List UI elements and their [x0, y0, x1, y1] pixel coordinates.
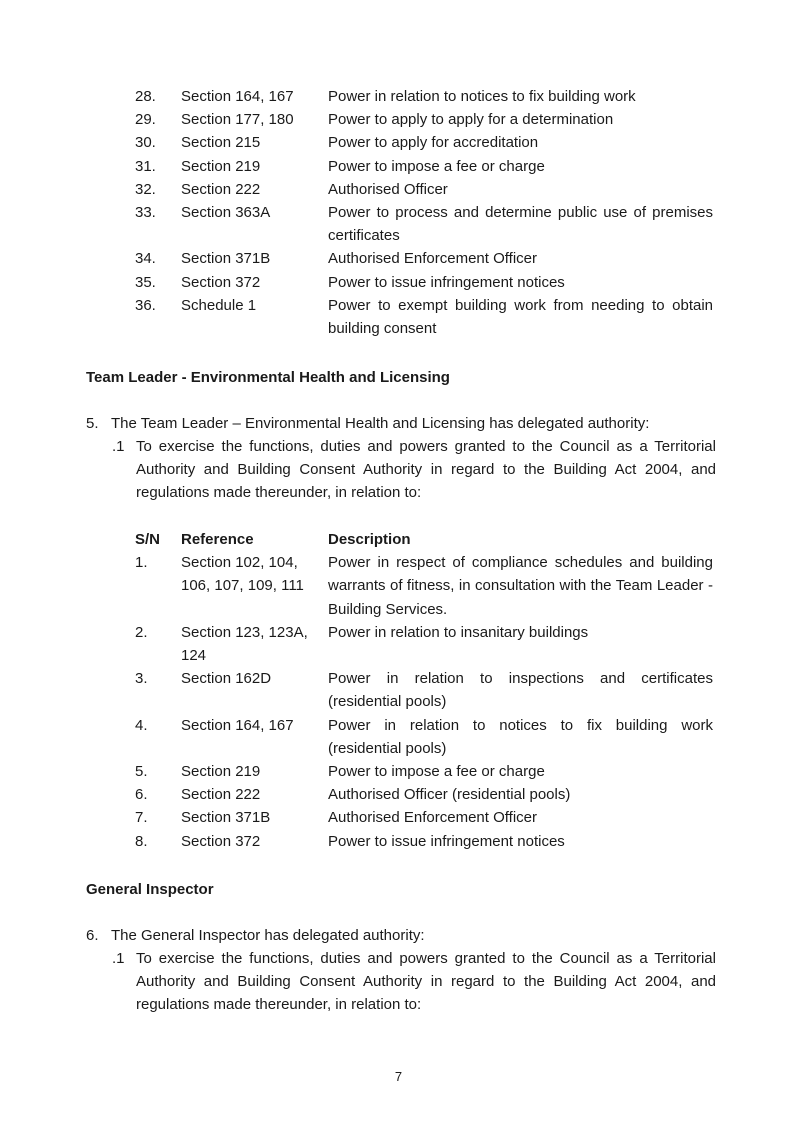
row-reference: Section 363A [181, 204, 271, 222]
row-sn: 34. [135, 250, 156, 268]
clause-number: 6. [86, 927, 99, 944]
row-description: Power to issue infringement notices [328, 273, 565, 291]
delegation-table-team-leader [135, 528, 713, 853]
table-row [135, 178, 713, 201]
row-sn: 5. [135, 763, 148, 781]
row-sn: 2. [135, 623, 148, 641]
row-reference: Schedule 1 [181, 296, 257, 314]
row-reference: Section 215 [181, 134, 261, 152]
row-description: Authorised Enforcement Officer [328, 250, 537, 268]
subclause-text: To exercise the functions, duties and powers granted to the Council as a Territorial Authority and Building Consent Authority in regard to the Building Act 2004, and regulations made thereunder, in relation to: [136, 950, 716, 1014]
table-row [135, 714, 713, 760]
row-sn: 6. [135, 786, 148, 804]
section-heading-team-leader: Team Leader - Environmental Health and Licensing [86, 369, 450, 386]
clause-5-1 [112, 435, 716, 505]
table-header-row [135, 528, 713, 551]
clause-6-1 [112, 947, 716, 1017]
row-description: Power in relation to notices to fix building work [328, 88, 636, 105]
header-reference: Reference [181, 531, 254, 548]
table-row [135, 247, 713, 270]
page-number: 7 [394, 1069, 403, 1084]
row-description: Power to impose a fee or charge [328, 157, 545, 175]
row-sn: 32. [135, 180, 156, 198]
row-description: Power in relation to inspections and certificates (residential pools) [328, 670, 713, 711]
row-reference: Section 164, 167 [181, 716, 294, 734]
clause-text: The Team Leader – Environmental Health and Licensing has delegated authority: [111, 415, 650, 432]
row-description: Power to process and determine public use of premises certificates [328, 204, 713, 245]
table-row [135, 667, 713, 713]
table-row [135, 783, 713, 806]
row-reference: Section 123, 123A, 124 [181, 623, 308, 665]
table-row [135, 621, 713, 667]
subclause-number: .1 [112, 950, 125, 967]
clause-6 [86, 924, 716, 947]
row-reference: Section 177, 180 [181, 111, 294, 129]
header-sn: S/N [135, 531, 161, 548]
row-sn: 4. [135, 716, 148, 734]
table-row [135, 830, 713, 853]
table-row [135, 131, 713, 154]
row-reference: Section 372 [181, 273, 261, 291]
row-sn: 36. [135, 296, 156, 314]
table-row [135, 294, 713, 340]
row-description: Power in relation to notices to fix building work (residential pools) [328, 716, 713, 757]
row-description: Power to apply to apply for a determination [328, 111, 614, 129]
table-row [135, 85, 713, 108]
clause-text: The General Inspector has delegated authority: [111, 927, 425, 944]
row-sn: 31. [135, 157, 156, 175]
row-sn: 1. [135, 554, 148, 572]
delegation-table-continued [135, 85, 713, 340]
row-sn: 33. [135, 204, 156, 222]
table-row [135, 155, 713, 178]
row-description: Authorised Officer (residential pools) [328, 786, 571, 804]
row-reference: Section 222 [181, 180, 261, 198]
row-reference: Section 102, 104, 106, 107, 109, 111 [181, 554, 304, 595]
table-row [135, 806, 713, 829]
section-heading-general-inspector: General Inspector [86, 881, 214, 898]
row-description: Power in relation to insanitary buildings [328, 623, 589, 641]
table-row [135, 760, 713, 783]
table-row [135, 271, 713, 294]
row-reference: Section 164, 167 [181, 88, 294, 105]
subclause-text: To exercise the functions, duties and powers granted to the Council as a Territorial Authority and Building Consent Authority in regard to the Building Act 2004, and regulations made thereunder, in relation to: [136, 438, 716, 502]
table-row [135, 201, 713, 247]
row-reference: Section 371B [181, 809, 271, 827]
row-reference: Section 371B [181, 250, 271, 268]
row-description: Power to issue infringement notices [328, 832, 565, 850]
row-description: Power in respect of compliance schedules and building warrants of fitness, in consultation with the Team Leader - Building Services. [328, 554, 713, 618]
row-sn: 30. [135, 134, 156, 152]
clause-5 [86, 412, 716, 435]
header-description: Description [328, 531, 411, 548]
row-sn: 3. [135, 670, 148, 688]
row-sn: 7. [135, 809, 148, 827]
row-sn: 28. [135, 88, 156, 105]
row-sn: 35. [135, 273, 156, 291]
table-row [135, 551, 713, 621]
subclause-number: .1 [112, 438, 125, 455]
clause-number: 5. [86, 415, 99, 432]
row-sn: 29. [135, 111, 156, 129]
row-description: Authorised Officer [328, 180, 448, 198]
row-reference: Section 219 [181, 157, 261, 175]
row-description: Power to apply for accreditation [328, 134, 539, 152]
row-reference: Section 222 [181, 786, 261, 804]
row-reference: Section 162D [181, 670, 272, 688]
row-reference: Section 219 [181, 763, 261, 781]
row-description: Power to exempt building work from needing to obtain building consent [328, 296, 713, 338]
row-reference: Section 372 [181, 832, 261, 850]
row-description: Authorised Enforcement Officer [328, 809, 537, 827]
row-sn: 8. [135, 832, 148, 850]
table-row [135, 108, 713, 131]
row-description: Power to impose a fee or charge [328, 763, 545, 781]
